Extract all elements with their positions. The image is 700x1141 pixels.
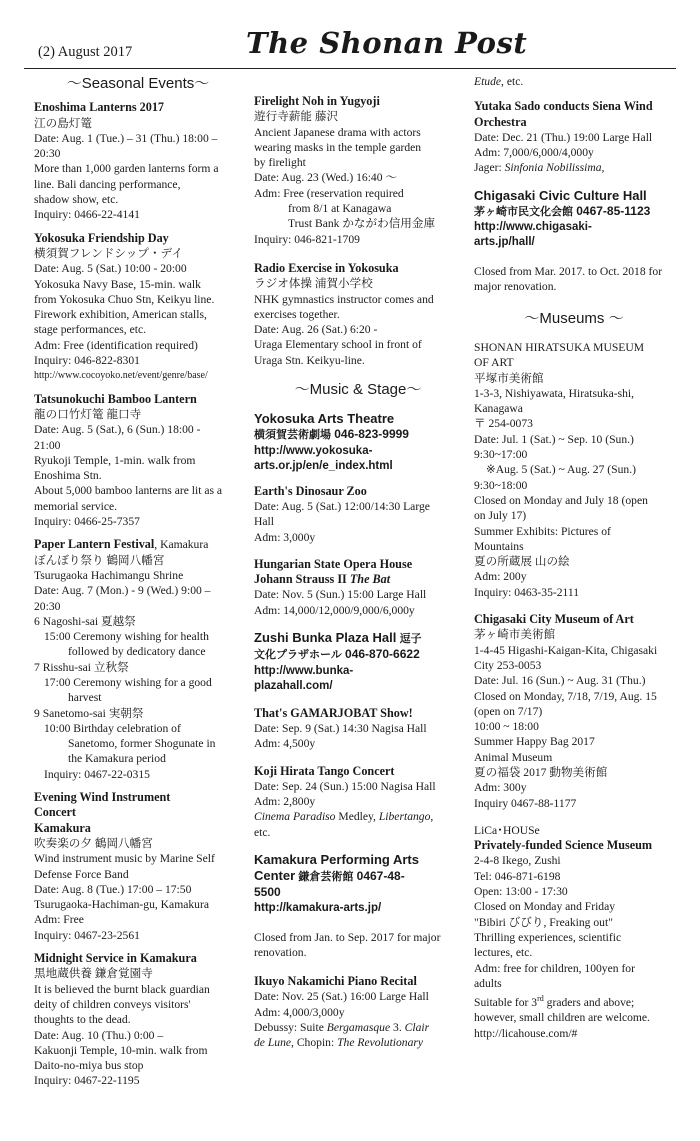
event-title-italic: The Bat [349,572,391,587]
event-line: Date: Sep. 9 (Sat.) 14:30 Nagisa Hall [254,721,427,735]
event-line: 21:00 [34,438,61,452]
museum-line: Open: 13:00 - 17:30 [474,885,568,899]
museum-line: Closed on Monday and Friday [474,900,616,914]
event-line: 横須賀フレンドシップ・デイ [34,246,183,260]
event-italic-text: The Revolutionary [337,1036,424,1050]
event-line: etc. [254,825,271,839]
venue-phone: 0467-48- [356,868,405,883]
event-line: memorial service. [34,499,118,513]
event-line: 20:30 [34,147,61,161]
museum-line: Kanagawa [474,402,523,416]
museum-line: ※Aug. 5 (Sat.) ~ Aug. 27 (Sun.) [486,463,636,477]
event-ikuyo-nakamichi [254,974,462,1050]
closure-note [254,930,462,961]
event-line: Adm: 7,000/6,000/4,000y [474,146,594,160]
event-title: Evening Wind Instrument [34,790,171,805]
event-line: Wind instrument music by Marine Self [34,852,215,866]
event-enoshima-lanterns [34,100,242,222]
event-line: Trust Bank かながわ信用金庫 [288,217,436,231]
header-rule [24,68,676,69]
museum-superscript: rd [537,994,544,1004]
event-line: Inquiry: 046-821-1709 [254,232,360,246]
venue-url-link[interactable] [254,664,462,694]
event-line: Sanetomo, former Shogunate in [68,737,216,751]
museum-line: Closed on Monday, 7/18, 7/19, Aug. 15 [474,689,657,703]
event-line: Date: Aug. 23 (Wed.) 16:40 ～ [254,171,397,185]
museum-line: Animal Museum [474,750,553,764]
museum-line: Inquiry: 0463-35-2111 [474,585,580,599]
event-line: Adm: Free (identification required) [34,338,198,352]
event-line: Date: Dec. 21 (Thu.) 19:00 Large Hall [474,130,653,144]
museum-line: Date: Jul. 16 (Sun.) ~ Aug. 31 (Thu.) [474,674,646,688]
event-text: , [430,810,434,824]
event-title-suffix: , Kamakura [154,538,209,552]
event-line: Date: Aug. 5 (Sat.), 6 (Sun.) 18:00 - [34,423,201,437]
venue-zushi-bunka-plaza [254,630,462,694]
museum-subtitle: Privately-funded Science Museum [474,838,653,853]
event-title: Yokosuka Friendship Day [34,230,169,245]
issue-label: (2) August 2017 [38,44,133,60]
museum-lica-house [474,823,674,1041]
event-line: Uraga Stn. Keikyu-line. [254,353,365,367]
event-radio-exercise [254,261,462,368]
event-line: Inquiry: 0466-22-4141 [34,208,140,222]
venue-chigasaki-civic-culture-hall [474,188,674,250]
event-title-line2: Orchestra [474,114,527,129]
event-title: Tatsunokuchi Bamboo Lantern [34,391,197,406]
event-italic-text: de Lune [254,1036,292,1050]
event-line: stage performances, etc. [34,323,147,337]
event-title: Hungarian State Opera House [254,556,413,571]
event-line: thoughts to the dead. [34,1013,131,1027]
event-line: Kakuonji Temple, 10-min. walk from [34,1043,208,1057]
event-line: from Yokosuka Chuo Stn, Keikyu line. [34,292,215,306]
museum-title-line2: OF ART [474,356,514,370]
event-line: Date: Aug. 5 (Sat.) 10:00 - 20:00 [34,262,187,276]
event-line: 遊行寺薪能 藤沢 [254,110,339,124]
museum-line: 1-3-3, Nishiyawata, Hiratsuka-shi, [474,386,635,400]
venue-url-part[interactable]: http://www.yokosuka- [254,444,373,457]
event-line: followed by dedicatory dance [68,645,206,659]
event-line: Daito-no-miya bus stop [34,1059,144,1073]
event-gamarjobat-show [254,706,462,752]
event-line: 7 Risshu-sai 立秋祭 [34,660,129,674]
event-line: Inquiry: 0467-22-0315 [44,767,150,781]
venue-name: Yokosuka Arts Theatre [254,411,395,427]
venue-name-japanese: 文化プラザホール [254,649,342,662]
event-line: Adm: 4,000/3,000y [254,1005,345,1019]
section-heading-music-stage: ～Music & Stage～ [294,381,422,399]
event-yokosuka-friendship-day [34,231,242,384]
event-continued [474,74,674,89]
venue-name: Zushi Bunka Plaza Hall [254,630,397,646]
event-line: Defense Force Band [34,867,129,881]
event-line: 吹奏楽の夕 鶴岡八幡宮 [34,836,153,850]
venue-url-part[interactable]: http://www.chigasaki- [474,221,592,234]
event-text: , etc. [501,75,524,88]
museum-shonan-hiratsuka [474,340,674,600]
event-line: shadow show, etc. [34,193,119,207]
note-line: Closed from Jan. to Sep. 2017 for major [254,930,441,944]
venue-url-link[interactable] [474,220,674,250]
venue-name-line2: Center [254,867,296,883]
event-line: 6 Nagoshi-sai 夏越祭 [34,614,136,628]
event-line: 江の島灯篭 [34,116,92,130]
event-line: NHK gymnastics instructor comes and [254,292,434,306]
event-line: 10:00 Birthday celebration of [44,721,181,735]
event-dinosaur-zoo [254,484,462,545]
event-line: wearing masks in the temple garden [254,140,422,154]
event-italic-text: Cinema Paradiso [254,810,336,824]
event-text: Debussy: Suite [254,1021,327,1035]
event-line: by firelight [254,156,306,170]
museum-text: graders and above; [543,996,635,1009]
event-line: Inquiry: 0467-23-2561 [34,928,140,942]
event-tatsunokuchi-bamboo-lantern [34,392,242,530]
event-title: Midnight Service in Kamakura [34,951,197,966]
venue-url-part[interactable]: http://www.bunka- [254,664,354,677]
venue-phone: 0467-85-1123 [576,203,651,218]
museum-line: 茅ヶ崎市美術館 [474,628,556,642]
event-line: 龍の口竹灯篭 龍口寺 [34,407,142,421]
event-line: About 5,000 bamboo lanterns are lit as a [34,484,223,498]
event-text: 3. [390,1021,405,1035]
column-museums [474,74,674,1049]
museum-line: 9:30~18:00 [474,478,528,492]
event-text: Medley, [335,810,379,824]
event-yutaka-sado [474,99,674,175]
venue-phone-cont: 5500 [254,885,281,900]
event-line: Firework exhibition, American stalls, [34,308,207,322]
museum-line: Date: Jul. 1 (Sat.) ~ Sep. 10 (Sun.) [474,432,634,446]
event-line: Adm: Free [34,913,84,927]
venue-url-link[interactable]: http://kamakura-arts.jp/ [254,901,382,914]
event-line [474,160,674,175]
event-line: deity of children conveys visitors' [34,997,191,1011]
venue-yokosuka-arts-theatre [254,411,462,473]
museum-line: Summer Exhibits: Pictures of [474,524,611,538]
museum-title: SHONAN HIRATSUKA MUSEUM [474,340,645,354]
museum-title: Chigasaki City Museum of Art [474,612,634,627]
closure-note [474,264,674,295]
note-line: renovation. [254,945,307,959]
event-title-line2 [254,572,462,587]
event-text: Jager: [474,161,505,175]
event-line [254,809,462,824]
event-title: Earth's Dinosaur Zoo [254,483,367,498]
museum-line: City 253-0053 [474,658,542,672]
museum-line: however, small children are welcome. [474,1011,650,1025]
venue-name-japanese: 茅ヶ崎市民文化会館 [474,205,573,218]
venue-kamakura-performing-arts [254,852,462,916]
event-hungarian-opera [254,557,462,618]
note-line: major renovation. [474,280,557,294]
event-line: harvest [68,691,102,705]
event-italic-text: Sinfonia Nobilissima, [504,161,605,175]
event-line: Adm: Free (reservation required [254,186,404,200]
event-title-row [34,537,242,552]
venue-url-part[interactable]: arts.jp/hall/ [474,236,535,249]
event-line: It is believed the burnt black guardian [34,982,210,996]
event-line: Tsurugaoka Hachimangu Shrine [34,568,184,582]
museum-line: 夏の福袋 2017 動物美術館 [474,765,608,779]
museum-line: Adm: free for children, 100yen for [474,961,635,975]
event-italic-text: Libertango [378,810,431,824]
event-line: Yokosuka Navy Base, 15-min. walk [34,277,201,291]
event-title-line2: Concert [34,805,76,820]
page-header [0,0,700,70]
event-line: Inquiry: 0467-22-1195 [34,1074,140,1088]
event-text: , Chopin: [291,1036,338,1050]
section-heading-seasonal-events: ～Seasonal Events～ [66,75,210,92]
event-title: That's GAMARJOBAT Show! [254,705,413,720]
event-line: Date: Nov. 5 (Sun.) 15:00 Large Hall [254,588,427,602]
event-line: Inquiry: 0466-25-7357 [34,515,140,529]
event-line: Ancient Japanese drama with actors [254,125,421,139]
event-line: Hall [254,515,274,529]
event-line: 15:00 Ceremony wishing for health [44,630,209,644]
masthead-title: The Shonan Post [246,26,528,60]
museum-line: 〒 254-0073 [474,417,533,431]
museum-url-link[interactable]: http://licahouse.com/# [474,1026,578,1040]
venue-url-link[interactable] [254,444,462,474]
event-line: Date: Aug. 26 (Sat.) 6:20 - [254,323,378,337]
museum-line: on July 17) [474,509,527,523]
event-line: the Kamakura period [68,752,166,766]
museum-line: Adm: 300y [474,781,527,795]
event-line: Date: Aug. 1 (Tue.) – 31 (Thu.) 18:00 – [34,131,218,145]
event-title: Yutaka Sado conducts Siena Wind [474,99,653,114]
event-line: from 8/1 at Kanagawa [288,202,392,216]
event-line: exercises together. [254,307,340,321]
venue-url-part[interactable]: arts.or.jp/en/e_index.html [254,459,393,472]
museum-line: Closed on Monday and July 18 (open [474,493,648,507]
event-italic-text: Clair [404,1021,430,1035]
event-line: Date: Aug. 8 (Tue.) 17:00 – 17:50 [34,882,192,896]
museum-line: 夏の所蔵展 山の絵 [474,555,570,569]
museum-text: Suitable for 3 [474,996,538,1009]
museum-line: Thrilling experiences, scientific [474,930,622,944]
venue-name-japanese: 鎌倉芸術館 [298,870,354,883]
event-line: Adm: 4,500y [254,737,316,751]
event-line: Date: Aug. 10 (Thu.) 0:00 – [34,1028,164,1042]
event-title-part: Johann Strauss II [254,572,350,587]
event-line: Adm: 2,800y [254,795,316,809]
event-title-line3: Kamakura [34,820,91,835]
museum-chigasaki-city [474,612,674,811]
note-line: Closed from Mar. 2017. to Oct. 2018 for [474,265,663,279]
event-title: Paper Lantern Festival [34,537,155,552]
event-title: Enoshima Lanterns 2017 [34,100,165,115]
museum-line: adults [474,976,502,990]
museum-line: "Bibiri びびり, Freaking out" [474,915,613,929]
event-line: Inquiry: 046-822-8301 [34,354,140,368]
event-line: Adm: 14,000/12,000/9,000/6,000y [254,603,415,617]
event-line: Date: Nov. 25 (Sat.) 16:00 Large Hall [254,990,429,1004]
museum-line: Mountains [474,539,524,553]
museum-line: Summer Happy Bag 2017 [474,735,595,749]
event-line: 黒地蔵供養 鎌倉覚園寺 [34,967,153,981]
event-line: Date: Aug. 5 (Sat.) 12:00/14:30 Large [254,499,430,513]
event-midnight-service [34,951,242,1089]
museum-line: Inquiry 0467-88-1177 [474,796,577,810]
event-line: Adm: 3,000y [254,530,316,544]
museum-line: Adm: 200y [474,570,527,584]
event-title: Firelight Noh in Yugyoji [254,94,380,108]
event-evening-wind-concert [34,790,242,943]
museum-line: 9:30~17:00 [474,448,528,462]
event-title: Ikuyo Nakamichi Piano Recital [254,974,417,989]
museum-line: lectures, etc. [474,946,533,960]
event-line: ラジオ体操 浦賀小学校 [254,277,373,291]
event-url-link[interactable]: http://www.cocoyoko.net/event/genre/base/ [34,370,208,382]
museum-line: 2-4-8 Ikego, Zushi [474,854,561,868]
museum-line: 平塚市美術館 [474,371,544,385]
event-line: 20:30 [34,599,61,613]
event-italic-text: Bergamasque [326,1021,391,1035]
event-line: Date: Aug. 7 (Mon.) - 9 (Wed.) 9:00 – [34,584,211,598]
event-firelight-noh [254,94,462,247]
venue-name: Chigasaki Civic Culture Hall [474,187,647,203]
event-paper-lantern-festival [34,537,242,782]
event-title: Koji Hirata Tango Concert [254,763,395,778]
section-heading-museums: ～Museums ～ [524,309,624,327]
venue-name: Kamakura Performing Arts [254,851,419,867]
event-koji-hirata-tango [254,764,462,840]
event-italic-text: Etude [474,75,502,88]
event-line: More than 1,000 garden lanterns form a [34,162,219,176]
museum-line: 1-4-45 Higashi-Kaigan-Kita, Chigasaki [474,643,658,657]
museum-title: LiCa･HOUSe [474,823,540,837]
museum-line: 10:00 ~ 18:00 [474,720,539,734]
event-line: Tsurugaoka-Hachiman-gu, Kamakura [34,898,209,912]
event-line [254,1020,462,1035]
event-line: 9 Sanetomo-sai 実朝祭 [34,706,144,720]
event-line: Uraga Elementary school in front of [254,338,422,352]
column-music-stage [254,94,462,1059]
museum-line [474,991,674,1010]
venue-phone: 046-823-9999 [334,427,409,442]
event-line: line. Bali dancing performance, [34,177,181,191]
event-line: ぼんぼり祭り 鶴岡八幡宮 [34,553,165,567]
event-title: Radio Exercise in Yokosuka [254,260,399,275]
museum-line: (open on 7/17) [474,704,543,718]
venue-name-japanese: 横須賀芸術劇場 [254,429,331,442]
museum-line: Tel: 046-871-6198 [474,869,561,883]
event-line: Date: Sep. 24 (Sun.) 15:00 Nagisa Hall [254,779,436,793]
venue-url-part[interactable]: plazahall.com/ [254,679,333,692]
event-line: 17:00 Ceremony wishing for a good [44,675,212,689]
event-line: Ryukoji Temple, 1-min. walk from [34,453,196,467]
column-seasonal-events [34,74,242,1097]
venue-phone: 046-870-6622 [345,647,420,662]
event-line: Enoshima Stn. [34,469,102,483]
venue-name-japanese: 逗子 [399,633,422,646]
event-line [254,1035,462,1050]
